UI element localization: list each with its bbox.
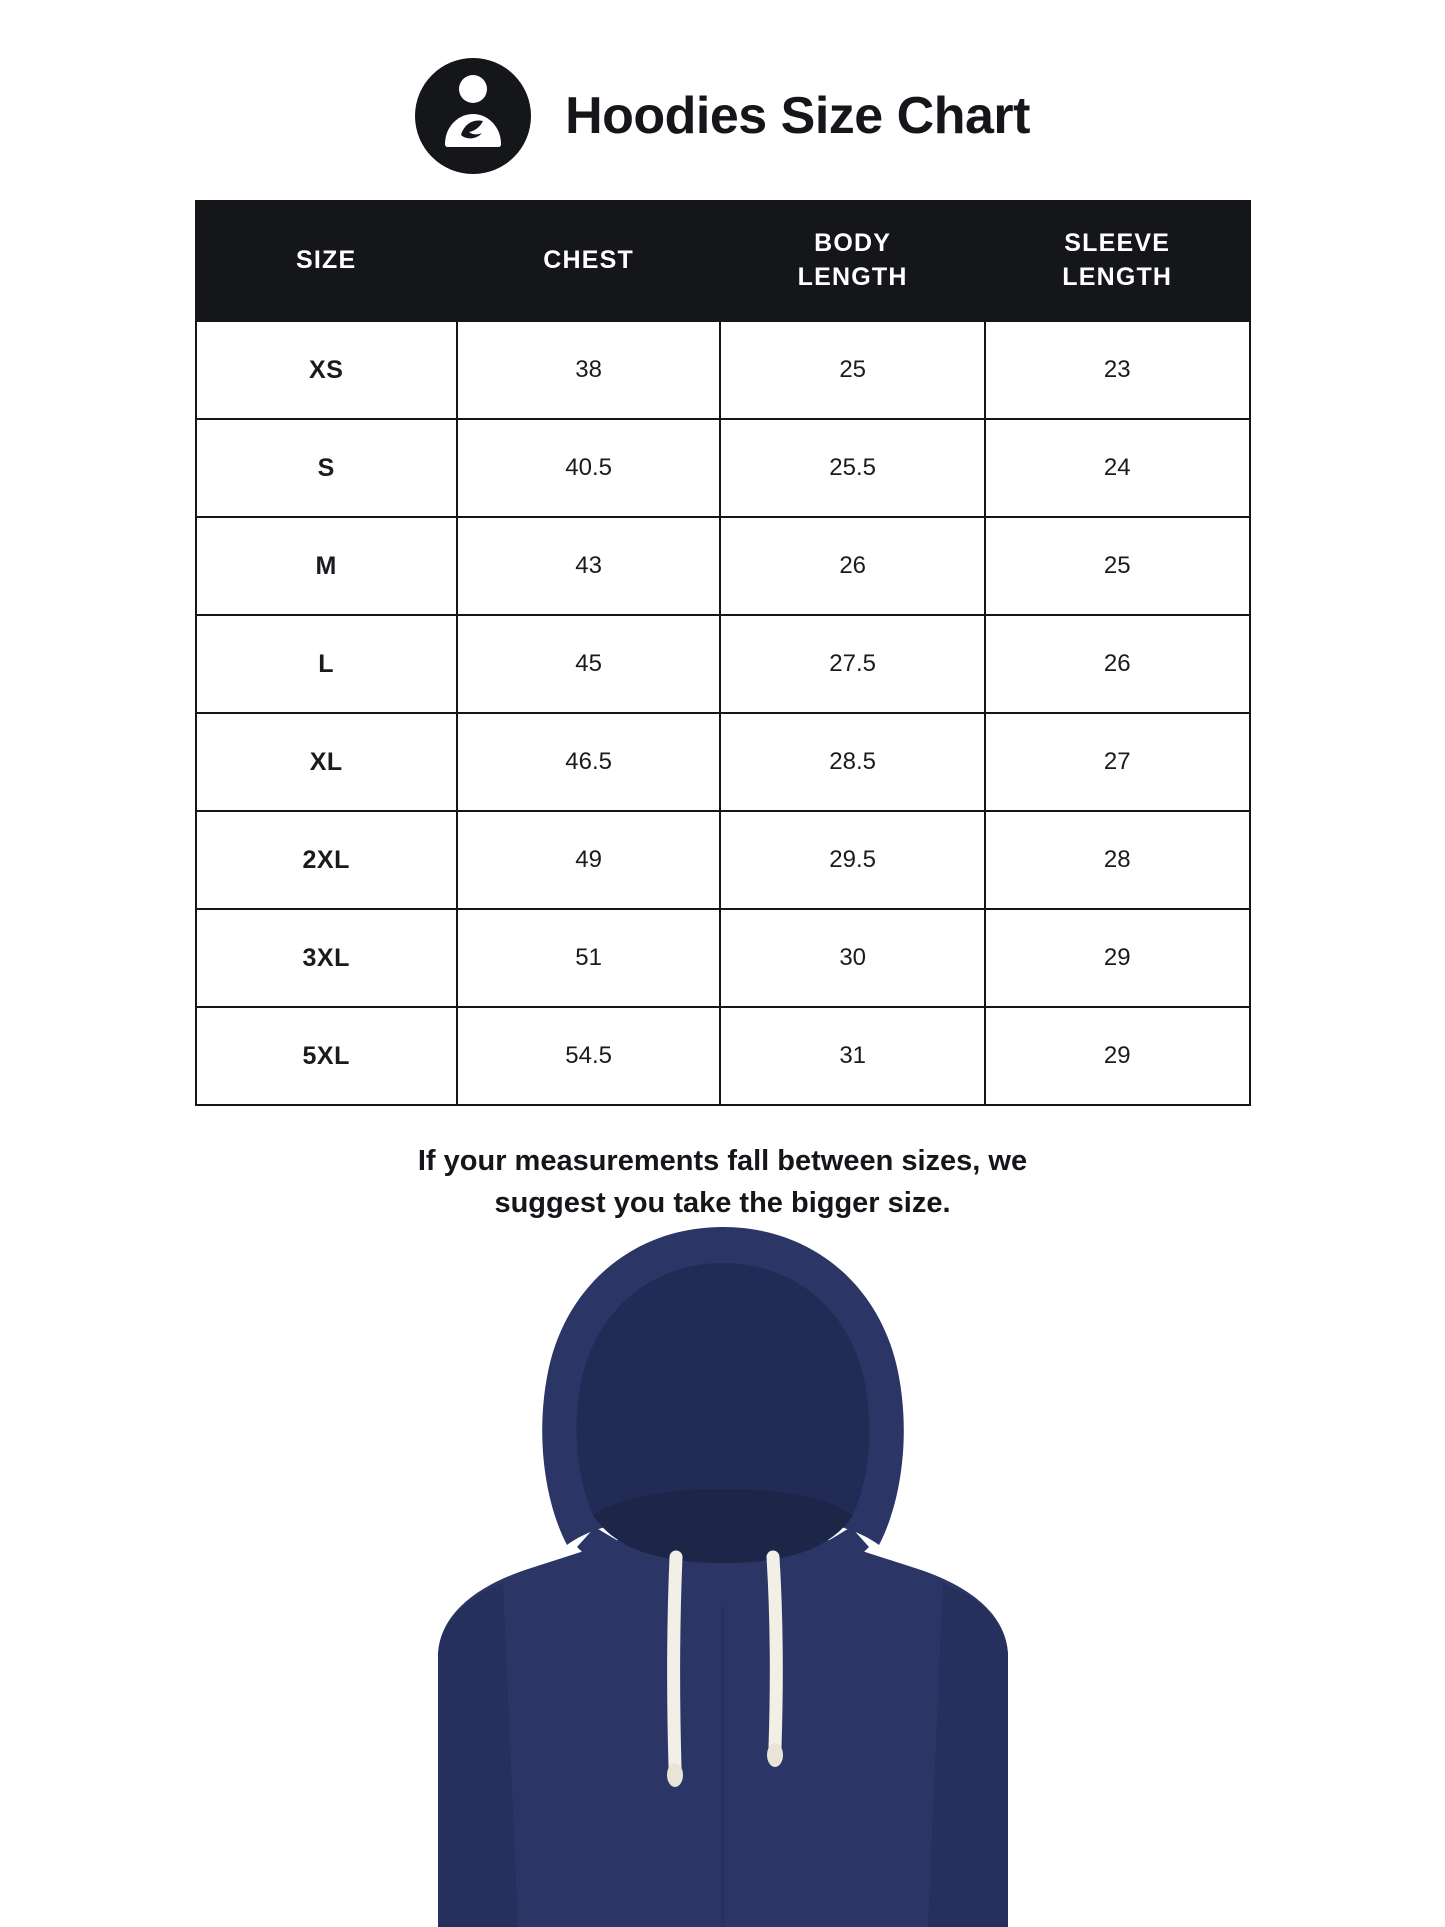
column-header-size-label: SIZE (296, 246, 357, 275)
page-title: Hoodies Size Chart (565, 87, 1030, 145)
cell-size: 2XL (196, 811, 457, 909)
column-header-sleeve-length-line1: SLEEVE (1064, 229, 1171, 258)
cell-sleeve-length: 23 (985, 321, 1250, 419)
sizing-note (243, 1140, 1203, 1225)
cell-sleeve-length: 26 (985, 615, 1250, 713)
column-header-body-length-line2: LENGTH (797, 263, 908, 291)
cell-size: M (196, 517, 457, 615)
table-row (196, 713, 1250, 811)
page-header (0, 0, 1445, 174)
cell-sleeve-length: 29 (985, 909, 1250, 1007)
cell-body-length: 26 (720, 517, 985, 615)
cell-chest: 38 (457, 321, 721, 419)
cell-sleeve-length: 29 (985, 1007, 1250, 1105)
cell-body-length: 29.5 (720, 811, 985, 909)
table-row (196, 321, 1250, 419)
cell-body-length: 25 (720, 321, 985, 419)
table-row (196, 1007, 1250, 1105)
cell-body-length: 25.5 (720, 419, 985, 517)
table-header-row (196, 201, 1250, 321)
column-header-sleeve-length-line2: LENGTH (1062, 263, 1173, 291)
navy-hoodie-image (0, 1227, 1445, 1927)
table-row (196, 419, 1250, 517)
cell-size: XL (196, 713, 457, 811)
cell-chest: 51 (457, 909, 721, 1007)
table-row (196, 615, 1250, 713)
column-header-sleeve-length (985, 201, 1250, 321)
cell-size: S (196, 419, 457, 517)
cell-size: 3XL (196, 909, 457, 1007)
table-row (196, 811, 1250, 909)
cell-body-length: 28.5 (720, 713, 985, 811)
cell-sleeve-length: 27 (985, 713, 1250, 811)
cell-chest: 49 (457, 811, 721, 909)
cell-chest: 46.5 (457, 713, 721, 811)
column-header-body-length-line1: BODY (814, 229, 892, 258)
mother-and-child-logo-icon (415, 58, 531, 174)
column-header-size (196, 201, 457, 321)
sizing-note-line2: suggest you take the bigger size. (494, 1187, 951, 1220)
size-chart-table (195, 200, 1251, 1106)
cell-sleeve-length: 28 (985, 811, 1250, 909)
cell-body-length: 31 (720, 1007, 985, 1105)
cell-chest: 45 (457, 615, 721, 713)
cell-size: L (196, 615, 457, 713)
cell-sleeve-length: 25 (985, 517, 1250, 615)
size-chart-table-wrapper (195, 200, 1251, 1106)
column-header-chest (457, 201, 721, 321)
cell-chest: 40.5 (457, 419, 721, 517)
cell-chest: 43 (457, 517, 721, 615)
cell-sleeve-length: 24 (985, 419, 1250, 517)
column-header-chest-label: CHEST (543, 246, 634, 275)
sizing-note-line1: If your measurements fall between sizes, we (417, 1145, 1028, 1177)
cell-size: 5XL (196, 1007, 457, 1105)
column-header-body-length (720, 201, 985, 321)
cell-body-length: 30 (720, 909, 985, 1007)
cell-size: XS (196, 321, 457, 419)
cell-chest: 54.5 (457, 1007, 721, 1105)
cell-body-length: 27.5 (720, 615, 985, 713)
table-row (196, 517, 1250, 615)
table-row (196, 909, 1250, 1007)
